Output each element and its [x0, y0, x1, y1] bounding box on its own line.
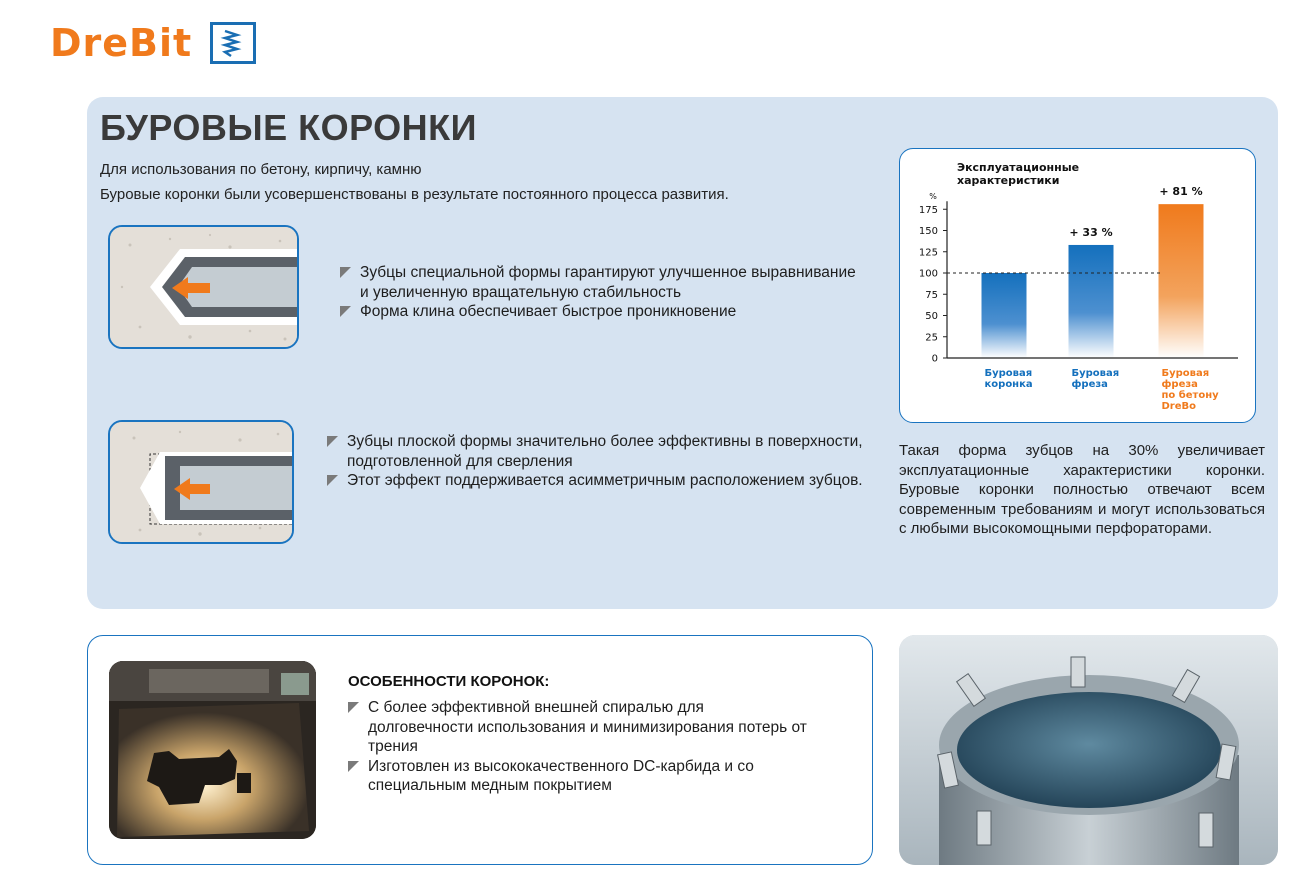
y-tick-label: 175 [918, 204, 938, 216]
category-label: Буровая [1161, 368, 1210, 379]
category-label: Буровая [984, 368, 1033, 379]
category-label: по бетону [1161, 390, 1219, 401]
tooth-features-list-2 [327, 432, 867, 491]
chart-title-line-1: Эксплуатационные [957, 161, 1080, 174]
category-label: фреза [1161, 379, 1198, 390]
chart-bar [982, 273, 1027, 358]
y-tick-label: 50 [925, 311, 938, 322]
core-bit-photo [899, 635, 1278, 865]
list-item: Этот эффект поддерживается асимметричным расположением зубцов. [327, 471, 867, 491]
list-item: Изготовлен из высококачественного DC-карбида и со специальным медным покрытием [348, 757, 808, 796]
list-item: С более эффективной внешней спиралью для долговечности использования и минимизирования потерь от трения [348, 698, 808, 757]
chart-bar [1069, 245, 1114, 358]
bar-value-label: + 81 % [1159, 185, 1203, 199]
chart-title-line-2: характеристики [957, 174, 1060, 187]
y-tick-label: 25 [925, 332, 938, 344]
wedge-tooth-illustration [108, 225, 299, 349]
performance-chart-svg [900, 149, 1257, 424]
y-tick-label: 75 [925, 289, 938, 301]
list-item: Зубцы плоской формы значительно более эффективны в поверхности, подготовленной для сверления [327, 432, 867, 471]
category-label: фреза [1071, 379, 1108, 390]
list-item: Зубцы специальной формы гарантируют улучшенное выравнивание и увеличенную вращательную стабильность [340, 263, 860, 302]
factory-photo [109, 661, 316, 839]
chart-ylabel: % [929, 192, 937, 201]
tooth-features-list-1 [340, 263, 860, 322]
y-tick-label: 150 [918, 226, 938, 237]
chart-description: Такая форма зубцов на 30% увеличивает эксплуатационные характеристики коронки. Буровые коронки полностью отвечают всем современным требованиям и могут использоваться с любыми высокомощными перфораторами. [899, 442, 1265, 537]
flat-tooth-illustration [108, 420, 294, 544]
y-tick-label: 125 [918, 247, 938, 259]
category-label: DreBo [1161, 401, 1197, 412]
category-label: коронка [984, 379, 1033, 390]
brand-name: DreBit [50, 21, 193, 65]
chart-bar [1159, 204, 1204, 358]
y-tick-label: 100 [918, 268, 938, 280]
bar-value-label: + 33 % [1069, 225, 1113, 239]
list-item: Форма клина обеспечивает быстрое проникновение [340, 302, 860, 322]
brand-logo [50, 22, 256, 64]
spiral-drill-logo-icon [210, 22, 256, 64]
page-title: БУРОВЫЕ КОРОНКИ [100, 107, 478, 148]
category-label: Буровая [1071, 368, 1120, 379]
y-tick-label: 0 [931, 353, 938, 365]
subtitle-development: Буровые коронки были усовершенствованы в результате постоянного процесса развития. [100, 186, 729, 203]
crown-features-list [348, 698, 808, 796]
subtitle-materials: Для использования по бетону, кирпичу, камню [100, 161, 422, 178]
performance-chart [899, 148, 1256, 423]
features-title: ОСОБЕННОСТИ КОРОНОК: [348, 673, 550, 690]
